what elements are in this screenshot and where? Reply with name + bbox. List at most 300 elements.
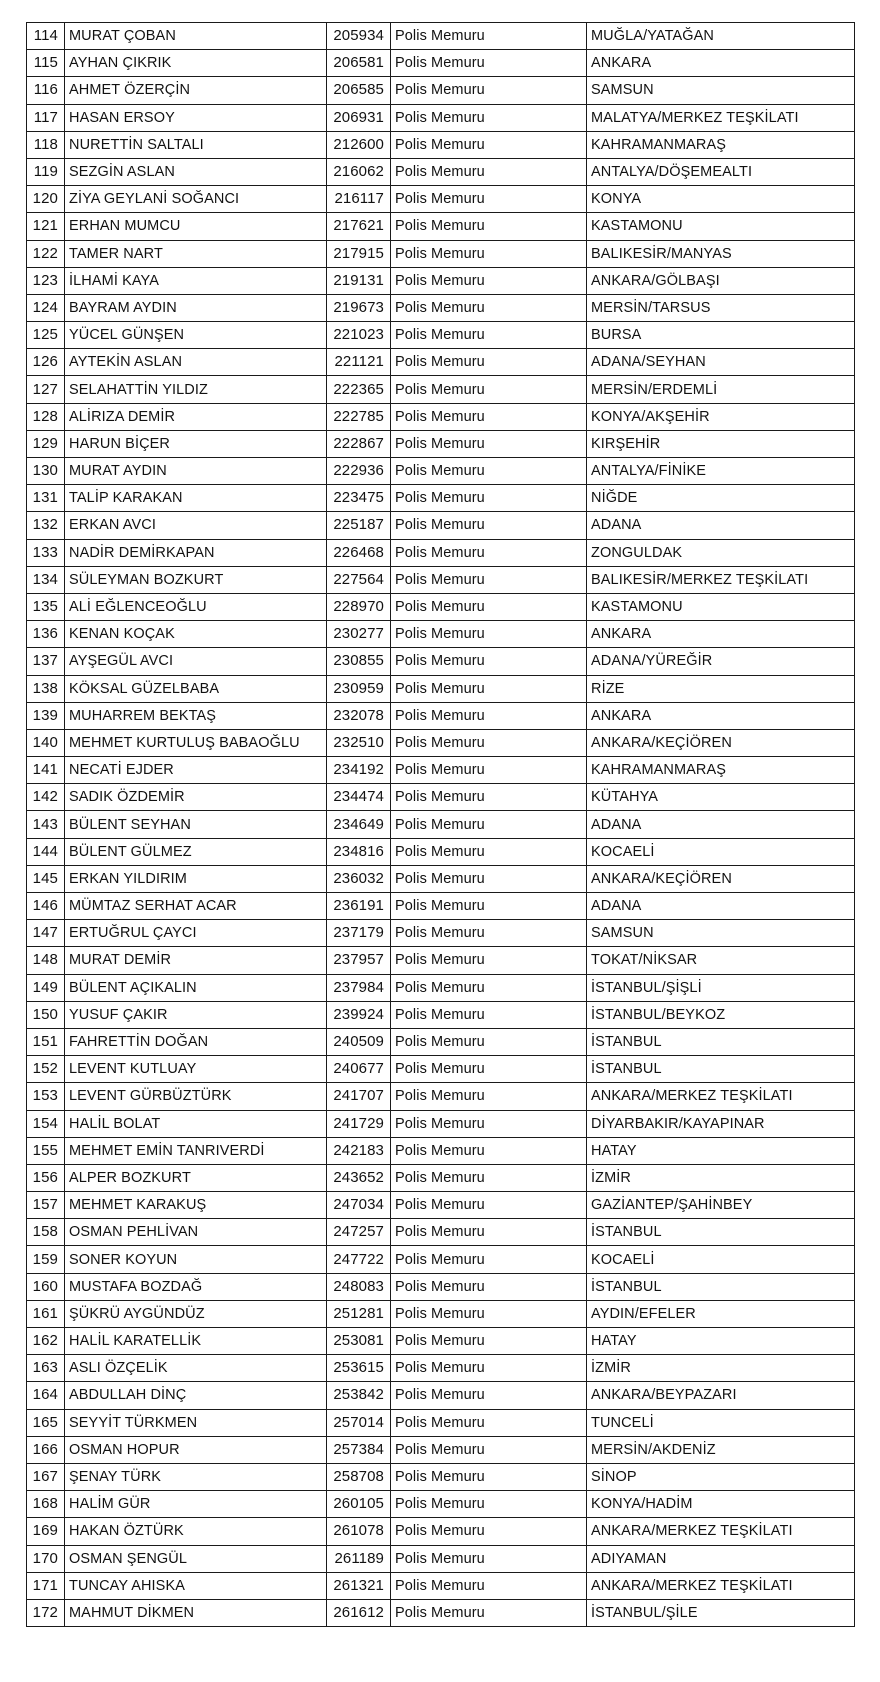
name-cell: MURAT DEMİR — [65, 947, 327, 974]
registry-number-cell: 217621 — [327, 213, 391, 240]
row-number-cell: 137 — [27, 648, 65, 675]
registry-number-cell: 247722 — [327, 1246, 391, 1273]
registry-number-cell: 234474 — [327, 784, 391, 811]
row-number-cell: 153 — [27, 1083, 65, 1110]
rank-cell: Polis Memuru — [391, 838, 587, 865]
table-row — [27, 186, 855, 213]
name-cell: KENAN KOÇAK — [65, 621, 327, 648]
unit-cell: HATAY — [587, 1328, 855, 1355]
name-cell: YÜCEL GÜNŞEN — [65, 322, 327, 349]
row-number-cell: 131 — [27, 485, 65, 512]
table-row — [27, 512, 855, 539]
table-row — [27, 1382, 855, 1409]
rank-cell: Polis Memuru — [391, 1110, 587, 1137]
table-row — [27, 50, 855, 77]
row-number-cell: 121 — [27, 213, 65, 240]
rank-cell: Polis Memuru — [391, 50, 587, 77]
row-number-cell: 161 — [27, 1300, 65, 1327]
table-row — [27, 1246, 855, 1273]
rank-cell: Polis Memuru — [391, 1328, 587, 1355]
rank-cell: Polis Memuru — [391, 1518, 587, 1545]
rank-cell: Polis Memuru — [391, 485, 587, 512]
registry-number-cell: 228970 — [327, 593, 391, 620]
name-cell: KÖKSAL GÜZELBABA — [65, 675, 327, 702]
registry-number-cell: 260105 — [327, 1491, 391, 1518]
name-cell: NADİR DEMİRKAPAN — [65, 539, 327, 566]
table-row — [27, 1028, 855, 1055]
row-number-cell: 159 — [27, 1246, 65, 1273]
unit-cell: ADANA/YÜREĞİR — [587, 648, 855, 675]
registry-number-cell: 237957 — [327, 947, 391, 974]
name-cell: AYHAN ÇIKRIK — [65, 50, 327, 77]
unit-cell: RİZE — [587, 675, 855, 702]
registry-number-cell: 216062 — [327, 158, 391, 185]
unit-cell: ADANA — [587, 811, 855, 838]
row-number-cell: 116 — [27, 77, 65, 104]
table-row — [27, 1137, 855, 1164]
name-cell: SÜLEYMAN BOZKURT — [65, 566, 327, 593]
unit-cell: MALATYA/MERKEZ TEŞKİLATI — [587, 104, 855, 131]
table-row — [27, 1545, 855, 1572]
table-row — [27, 1355, 855, 1382]
table-row — [27, 430, 855, 457]
rank-cell: Polis Memuru — [391, 104, 587, 131]
unit-cell: KONYA/AKŞEHİR — [587, 403, 855, 430]
row-number-cell: 168 — [27, 1491, 65, 1518]
row-number-cell: 117 — [27, 104, 65, 131]
row-number-cell: 150 — [27, 1001, 65, 1028]
registry-number-cell: 219673 — [327, 294, 391, 321]
registry-number-cell: 234816 — [327, 838, 391, 865]
table-row — [27, 566, 855, 593]
registry-number-cell: 258708 — [327, 1463, 391, 1490]
name-cell: ASLI ÖZÇELİK — [65, 1355, 327, 1382]
rank-cell: Polis Memuru — [391, 213, 587, 240]
registry-number-cell: 257384 — [327, 1436, 391, 1463]
unit-cell: SAMSUN — [587, 920, 855, 947]
name-cell: BÜLENT GÜLMEZ — [65, 838, 327, 865]
rank-cell: Polis Memuru — [391, 1409, 587, 1436]
table-row — [27, 403, 855, 430]
name-cell: ZİYA GEYLANİ SOĞANCI — [65, 186, 327, 213]
registry-number-cell: 253081 — [327, 1328, 391, 1355]
row-number-cell: 134 — [27, 566, 65, 593]
row-number-cell: 128 — [27, 403, 65, 430]
table-row — [27, 376, 855, 403]
row-number-cell: 135 — [27, 593, 65, 620]
registry-number-cell: 205934 — [327, 23, 391, 50]
rank-cell: Polis Memuru — [391, 1463, 587, 1490]
unit-cell: ANKARA/KEÇİÖREN — [587, 729, 855, 756]
unit-cell: KONYA — [587, 186, 855, 213]
table-row — [27, 1328, 855, 1355]
registry-number-cell: 236191 — [327, 893, 391, 920]
name-cell: HALİL KARATELLİK — [65, 1328, 327, 1355]
name-cell: ALPER BOZKURT — [65, 1164, 327, 1191]
rank-cell: Polis Memuru — [391, 811, 587, 838]
table-row — [27, 158, 855, 185]
registry-number-cell: 247257 — [327, 1219, 391, 1246]
name-cell: AHMET ÖZERÇİN — [65, 77, 327, 104]
registry-number-cell: 247034 — [327, 1192, 391, 1219]
unit-cell: SİNOP — [587, 1463, 855, 1490]
registry-number-cell: 219131 — [327, 267, 391, 294]
table-row — [27, 729, 855, 756]
table-row — [27, 1599, 855, 1626]
row-number-cell: 124 — [27, 294, 65, 321]
table-row — [27, 1083, 855, 1110]
row-number-cell: 144 — [27, 838, 65, 865]
row-number-cell: 163 — [27, 1355, 65, 1382]
rank-cell: Polis Memuru — [391, 784, 587, 811]
row-number-cell: 130 — [27, 458, 65, 485]
name-cell: ŞÜKRÜ AYGÜNDÜZ — [65, 1300, 327, 1327]
unit-cell: İSTANBUL/ŞİLE — [587, 1599, 855, 1626]
row-number-cell: 162 — [27, 1328, 65, 1355]
unit-cell: ANKARA — [587, 50, 855, 77]
rank-cell: Polis Memuru — [391, 1599, 587, 1626]
rank-cell: Polis Memuru — [391, 1273, 587, 1300]
unit-cell: İSTANBUL — [587, 1056, 855, 1083]
rank-cell: Polis Memuru — [391, 349, 587, 376]
table-row — [27, 1436, 855, 1463]
row-number-cell: 120 — [27, 186, 65, 213]
rank-cell: Polis Memuru — [391, 1056, 587, 1083]
table-row — [27, 838, 855, 865]
unit-cell: BALIKESİR/MANYAS — [587, 240, 855, 267]
name-cell: MEHMET KARAKUŞ — [65, 1192, 327, 1219]
row-number-cell: 125 — [27, 322, 65, 349]
unit-cell: KIRŞEHİR — [587, 430, 855, 457]
unit-cell: İZMİR — [587, 1164, 855, 1191]
rank-cell: Polis Memuru — [391, 1083, 587, 1110]
table-row — [27, 593, 855, 620]
unit-cell: KAHRAMANMARAŞ — [587, 757, 855, 784]
unit-cell: İSTANBUL — [587, 1028, 855, 1055]
registry-number-cell: 206585 — [327, 77, 391, 104]
table-row — [27, 893, 855, 920]
table-row — [27, 322, 855, 349]
registry-number-cell: 236032 — [327, 865, 391, 892]
registry-number-cell: 241707 — [327, 1083, 391, 1110]
unit-cell: ANKARA/KEÇİÖREN — [587, 865, 855, 892]
table-row — [27, 349, 855, 376]
row-number-cell: 166 — [27, 1436, 65, 1463]
table-row — [27, 1491, 855, 1518]
rank-cell: Polis Memuru — [391, 240, 587, 267]
unit-cell: ANTALYA/FİNİKE — [587, 458, 855, 485]
rank-cell: Polis Memuru — [391, 1246, 587, 1273]
unit-cell: SAMSUN — [587, 77, 855, 104]
unit-cell: KASTAMONU — [587, 213, 855, 240]
table-row — [27, 1110, 855, 1137]
registry-number-cell: 253615 — [327, 1355, 391, 1382]
rank-cell: Polis Memuru — [391, 566, 587, 593]
rank-cell: Polis Memuru — [391, 757, 587, 784]
row-number-cell: 132 — [27, 512, 65, 539]
registry-number-cell: 206581 — [327, 50, 391, 77]
table-row — [27, 621, 855, 648]
rank-cell: Polis Memuru — [391, 322, 587, 349]
table-row — [27, 1219, 855, 1246]
unit-cell: ADANA/SEYHAN — [587, 349, 855, 376]
row-number-cell: 164 — [27, 1382, 65, 1409]
name-cell: MAHMUT DİKMEN — [65, 1599, 327, 1626]
unit-cell: İSTANBUL — [587, 1273, 855, 1300]
registry-number-cell: 225187 — [327, 512, 391, 539]
registry-number-cell: 240677 — [327, 1056, 391, 1083]
table-row — [27, 77, 855, 104]
table-row — [27, 757, 855, 784]
unit-cell: BALIKESİR/MERKEZ TEŞKİLATI — [587, 566, 855, 593]
name-cell: MUHARREM BEKTAŞ — [65, 702, 327, 729]
table-row — [27, 702, 855, 729]
name-cell: TALİP KARAKAN — [65, 485, 327, 512]
name-cell: SONER KOYUN — [65, 1246, 327, 1273]
name-cell: SEYYİT TÜRKMEN — [65, 1409, 327, 1436]
name-cell: AYŞEGÜL AVCI — [65, 648, 327, 675]
unit-cell: ANKARA/MERKEZ TEŞKİLATI — [587, 1572, 855, 1599]
unit-cell: İSTANBUL/ŞİŞLİ — [587, 974, 855, 1001]
registry-number-cell: 237179 — [327, 920, 391, 947]
row-number-cell: 129 — [27, 430, 65, 457]
rank-cell: Polis Memuru — [391, 675, 587, 702]
name-cell: ERKAN YILDIRIM — [65, 865, 327, 892]
table-row — [27, 131, 855, 158]
table-row — [27, 294, 855, 321]
registry-number-cell: 206931 — [327, 104, 391, 131]
rank-cell: Polis Memuru — [391, 1545, 587, 1572]
row-number-cell: 169 — [27, 1518, 65, 1545]
personnel-table-body — [27, 23, 855, 1627]
registry-number-cell: 230277 — [327, 621, 391, 648]
unit-cell: KOCAELİ — [587, 1246, 855, 1273]
row-number-cell: 141 — [27, 757, 65, 784]
row-number-cell: 115 — [27, 50, 65, 77]
row-number-cell: 142 — [27, 784, 65, 811]
row-number-cell: 118 — [27, 131, 65, 158]
name-cell: ERTUĞRUL ÇAYCI — [65, 920, 327, 947]
name-cell: HARUN BİÇER — [65, 430, 327, 457]
rank-cell: Polis Memuru — [391, 1572, 587, 1599]
unit-cell: ADANA — [587, 893, 855, 920]
rank-cell: Polis Memuru — [391, 593, 587, 620]
unit-cell: ANKARA/MERKEZ TEŞKİLATI — [587, 1518, 855, 1545]
registry-number-cell: 237984 — [327, 974, 391, 1001]
name-cell: OSMAN HOPUR — [65, 1436, 327, 1463]
rank-cell: Polis Memuru — [391, 1219, 587, 1246]
unit-cell: ANKARA — [587, 621, 855, 648]
rank-cell: Polis Memuru — [391, 376, 587, 403]
row-number-cell: 156 — [27, 1164, 65, 1191]
row-number-cell: 157 — [27, 1192, 65, 1219]
registry-number-cell: 242183 — [327, 1137, 391, 1164]
name-cell: OSMAN ŞENGÜL — [65, 1545, 327, 1572]
unit-cell: MERSİN/TARSUS — [587, 294, 855, 321]
rank-cell: Polis Memuru — [391, 539, 587, 566]
name-cell: OSMAN PEHLİVAN — [65, 1219, 327, 1246]
registry-number-cell: 243652 — [327, 1164, 391, 1191]
rank-cell: Polis Memuru — [391, 512, 587, 539]
name-cell: ERKAN AVCI — [65, 512, 327, 539]
table-row — [27, 1192, 855, 1219]
row-number-cell: 147 — [27, 920, 65, 947]
name-cell: MEHMET EMİN TANRIVERDİ — [65, 1137, 327, 1164]
table-row — [27, 1572, 855, 1599]
table-row — [27, 23, 855, 50]
row-number-cell: 119 — [27, 158, 65, 185]
name-cell: MÜMTAZ SERHAT ACAR — [65, 893, 327, 920]
document-page — [26, 22, 854, 1627]
registry-number-cell: 222936 — [327, 458, 391, 485]
name-cell: HALİM GÜR — [65, 1491, 327, 1518]
rank-cell: Polis Memuru — [391, 865, 587, 892]
name-cell: SELAHATTİN YILDIZ — [65, 376, 327, 403]
row-number-cell: 148 — [27, 947, 65, 974]
registry-number-cell: 221023 — [327, 322, 391, 349]
row-number-cell: 154 — [27, 1110, 65, 1137]
name-cell: HASAN ERSOY — [65, 104, 327, 131]
name-cell: MEHMET KURTULUŞ BABAOĞLU — [65, 729, 327, 756]
row-number-cell: 123 — [27, 267, 65, 294]
rank-cell: Polis Memuru — [391, 458, 587, 485]
registry-number-cell: 227564 — [327, 566, 391, 593]
table-row — [27, 1056, 855, 1083]
registry-number-cell: 253842 — [327, 1382, 391, 1409]
unit-cell: ADANA — [587, 512, 855, 539]
table-row — [27, 240, 855, 267]
unit-cell: KASTAMONU — [587, 593, 855, 620]
name-cell: MURAT ÇOBAN — [65, 23, 327, 50]
row-number-cell: 172 — [27, 1599, 65, 1626]
name-cell: SADIK ÖZDEMİR — [65, 784, 327, 811]
row-number-cell: 122 — [27, 240, 65, 267]
rank-cell: Polis Memuru — [391, 294, 587, 321]
table-row — [27, 947, 855, 974]
registry-number-cell: 248083 — [327, 1273, 391, 1300]
unit-cell: MERSİN/ERDEMLİ — [587, 376, 855, 403]
registry-number-cell: 261321 — [327, 1572, 391, 1599]
registry-number-cell: 216117 — [327, 186, 391, 213]
unit-cell: ANKARA/GÖLBAŞI — [587, 267, 855, 294]
registry-number-cell: 261189 — [327, 1545, 391, 1572]
registry-number-cell: 234192 — [327, 757, 391, 784]
unit-cell: KOCAELİ — [587, 838, 855, 865]
unit-cell: DİYARBAKIR/KAYAPINAR — [587, 1110, 855, 1137]
row-number-cell: 165 — [27, 1409, 65, 1436]
registry-number-cell: 222785 — [327, 403, 391, 430]
row-number-cell: 152 — [27, 1056, 65, 1083]
table-row — [27, 974, 855, 1001]
row-number-cell: 145 — [27, 865, 65, 892]
row-number-cell: 127 — [27, 376, 65, 403]
rank-cell: Polis Memuru — [391, 403, 587, 430]
registry-number-cell: 226468 — [327, 539, 391, 566]
table-row — [27, 865, 855, 892]
registry-number-cell: 230959 — [327, 675, 391, 702]
unit-cell: ANKARA — [587, 702, 855, 729]
name-cell: MURAT AYDIN — [65, 458, 327, 485]
row-number-cell: 160 — [27, 1273, 65, 1300]
name-cell: TAMER NART — [65, 240, 327, 267]
unit-cell: KÜTAHYA — [587, 784, 855, 811]
name-cell: AYTEKİN ASLAN — [65, 349, 327, 376]
unit-cell: KONYA/HADİM — [587, 1491, 855, 1518]
unit-cell: AYDIN/EFELER — [587, 1300, 855, 1327]
registry-number-cell: 232510 — [327, 729, 391, 756]
name-cell: HAKAN ÖZTÜRK — [65, 1518, 327, 1545]
rank-cell: Polis Memuru — [391, 893, 587, 920]
row-number-cell: 143 — [27, 811, 65, 838]
row-number-cell: 151 — [27, 1028, 65, 1055]
name-cell: TUNCAY AHISKA — [65, 1572, 327, 1599]
unit-cell: İZMİR — [587, 1355, 855, 1382]
unit-cell: ZONGULDAK — [587, 539, 855, 566]
table-row — [27, 539, 855, 566]
rank-cell: Polis Memuru — [391, 1137, 587, 1164]
table-row — [27, 104, 855, 131]
name-cell: YUSUF ÇAKIR — [65, 1001, 327, 1028]
registry-number-cell: 257014 — [327, 1409, 391, 1436]
registry-number-cell: 230855 — [327, 648, 391, 675]
table-row — [27, 458, 855, 485]
rank-cell: Polis Memuru — [391, 1028, 587, 1055]
unit-cell: İSTANBUL — [587, 1219, 855, 1246]
registry-number-cell: 234649 — [327, 811, 391, 838]
rank-cell: Polis Memuru — [391, 430, 587, 457]
row-number-cell: 136 — [27, 621, 65, 648]
row-number-cell: 149 — [27, 974, 65, 1001]
unit-cell: HATAY — [587, 1137, 855, 1164]
name-cell: NECATİ EJDER — [65, 757, 327, 784]
unit-cell: MUĞLA/YATAĞAN — [587, 23, 855, 50]
row-number-cell: 158 — [27, 1219, 65, 1246]
registry-number-cell: 239924 — [327, 1001, 391, 1028]
rank-cell: Polis Memuru — [391, 131, 587, 158]
registry-number-cell: 251281 — [327, 1300, 391, 1327]
name-cell: HALİL BOLAT — [65, 1110, 327, 1137]
unit-cell: GAZİANTEP/ŞAHİNBEY — [587, 1192, 855, 1219]
rank-cell: Polis Memuru — [391, 1355, 587, 1382]
row-number-cell: 167 — [27, 1463, 65, 1490]
table-row — [27, 784, 855, 811]
row-number-cell: 126 — [27, 349, 65, 376]
name-cell: NURETTİN SALTALI — [65, 131, 327, 158]
rank-cell: Polis Memuru — [391, 947, 587, 974]
personnel-table — [26, 22, 855, 1627]
name-cell: ERHAN MUMCU — [65, 213, 327, 240]
rank-cell: Polis Memuru — [391, 1436, 587, 1463]
name-cell: SEZGİN ASLAN — [65, 158, 327, 185]
rank-cell: Polis Memuru — [391, 974, 587, 1001]
registry-number-cell: 217915 — [327, 240, 391, 267]
unit-cell: NİĞDE — [587, 485, 855, 512]
rank-cell: Polis Memuru — [391, 648, 587, 675]
rank-cell: Polis Memuru — [391, 1491, 587, 1518]
unit-cell: ANKARA/MERKEZ TEŞKİLATI — [587, 1083, 855, 1110]
rank-cell: Polis Memuru — [391, 77, 587, 104]
unit-cell: ANKARA/BEYPAZARI — [587, 1382, 855, 1409]
table-row — [27, 1001, 855, 1028]
registry-number-cell: 232078 — [327, 702, 391, 729]
unit-cell: ANTALYA/DÖŞEMEALTI — [587, 158, 855, 185]
unit-cell: KAHRAMANMARAŞ — [587, 131, 855, 158]
row-number-cell: 155 — [27, 1137, 65, 1164]
row-number-cell: 114 — [27, 23, 65, 50]
registry-number-cell: 212600 — [327, 131, 391, 158]
rank-cell: Polis Memuru — [391, 23, 587, 50]
name-cell: BÜLENT SEYHAN — [65, 811, 327, 838]
